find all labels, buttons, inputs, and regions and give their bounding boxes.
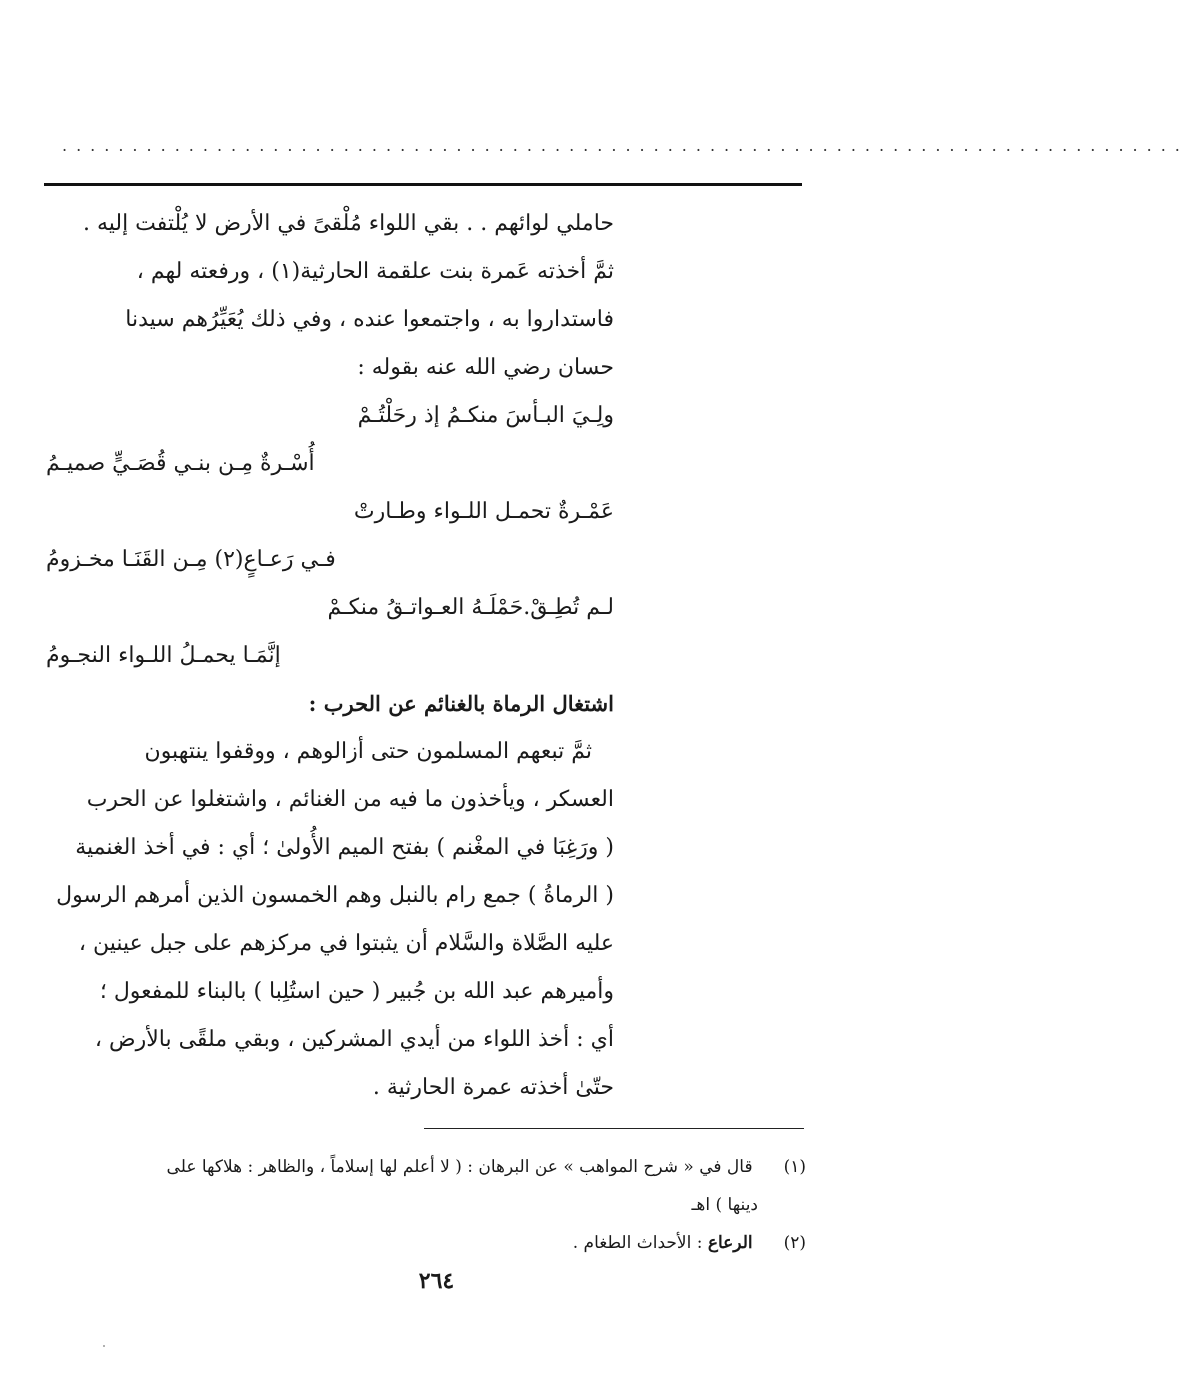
text-line: حاملي لوائهم . . بقي اللواء مُلْقىً في الأرض لا يُلْتفت إليه . (82, 211, 614, 236)
text-line: أي : أخذ اللواء من أيدي المشركين ، وبقي ملقًى بالأرض ، (94, 1027, 614, 1052)
page-number: ٢٦٤ (418, 1268, 455, 1294)
text-line: وأميرهم عبد الله بن جُبير ( حين استُلِبا ) بالبناء للمفعول ؛ (99, 979, 614, 1004)
text-line: ثمَّ أخذته عَمرة بنت علقمة الحارثية(١) ، ورفعته لهم ، (136, 259, 614, 284)
section-heading: اشتغال الرماة بالغنائم عن الحرب : (308, 691, 614, 716)
text-line: ( ورَغِبَا في المغْنم ) بفتح الميم الأُولىٰ ؛ أي : في أخذ الغنمية (75, 835, 614, 860)
footnote-2 (42, 1224, 806, 1262)
page-speck (103, 1345, 105, 1347)
footnote-number: (٢) (783, 1233, 806, 1253)
poem-verse: ولِـيَ البـأسَ منكـمُ إذ رحَلْتُـمْ (357, 403, 614, 428)
text-line: العسكر ، ويأخذون ما فيه من الغنائم ، واشتغلوا عن الحرب (86, 787, 614, 812)
main-text (46, 200, 614, 1112)
footnote-1-continued: دينها ) اهـ (691, 1195, 758, 1215)
poem-verse: لـم تُطِـقْ.حَمْلَـهُ العـواتـقُ منكـمْ (327, 595, 614, 620)
footnote-1 (42, 1148, 806, 1186)
text-line: ثمَّ تبعهم المسلمون حتى أزالوهم ، ووقفوا ينتهبون (144, 739, 592, 764)
footnotes (42, 1148, 806, 1262)
poem-verse: أُسْـرةٌ مِـن بنـي قُصَـيٍّ صميـمُ (46, 451, 315, 476)
header-dotted-rule: ................................................................................ (62, 136, 1189, 155)
poem-verse: إنَّمَـا يحمـلُ اللـواء النجـومُ (46, 643, 281, 668)
text-line: حسان رضي الله عنه بقوله : (357, 355, 614, 380)
text-line: ( الرماةُ ) جمع رام بالنبل وهم الخمسون الذين أمرهم الرسول (56, 883, 614, 908)
text-line: عليه الصَّلاة والسَّلام أن يثبتوا في مركزهم على جبل عينين ، (78, 931, 614, 956)
poem-verse: عَمْـرةٌ تحمـل اللـواء وطـارتْ (353, 499, 614, 524)
header-rule (44, 183, 802, 186)
footnote-text: : الأحداث الطغام . (572, 1233, 708, 1253)
text-line: فاستداروا به ، واجتمعوا عنده ، وفي ذلك يُعَيِّرُهم سيدنا (125, 307, 614, 332)
poem-verse: فـي رَعـاعٍ(٢) مِـن القَنَـا مخـزومُ (46, 547, 336, 572)
footnote-rule (424, 1128, 804, 1129)
footnote-number: (١) (783, 1157, 806, 1177)
text-line: حتّىٰ أخذته عمرة الحارثية . (372, 1075, 614, 1100)
footnote-term: الرعاع (707, 1233, 753, 1253)
footnote-text: قال في « شرح المواهب » عن البرهان : ( لا أعلم لها إسلاماً ، والظاهر : هلاكها على (166, 1157, 753, 1177)
